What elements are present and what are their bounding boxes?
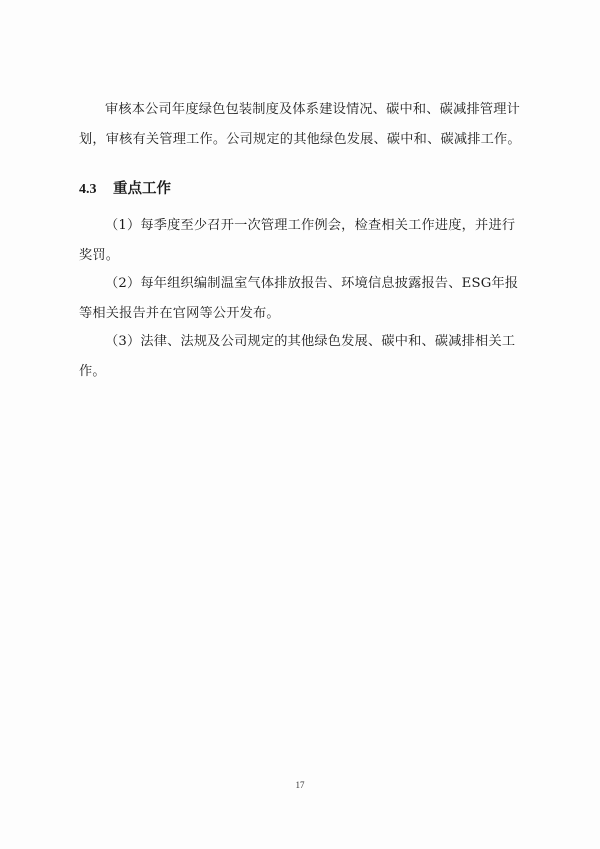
section-number: 4.3 (79, 182, 97, 197)
list-item: （1）每季度至少召开一次管理工作例会，检查相关工作进度，并进行奖罚。 (79, 218, 516, 263)
list-item: （2）每年组织编制温室气体排放报告、环境信息披露报告、ESG年报等相关报告并在官网等公开发布。 (79, 276, 519, 321)
section-title: 重点工作 (113, 180, 171, 197)
intro-paragraph: 审核本公司年度绿色包装制度及体系建设情况、碳中和、碳减排管理计划，审核有关管理工作。公司规定的其他绿色发展、碳中和、碳减排工作。 (79, 102, 521, 147)
section-heading (79, 179, 171, 200)
list-item: （3）法律、法规及公司规定的其他绿色发展、碳中和、碳减排相关工作。 (79, 334, 516, 379)
page-number: 17 (295, 780, 305, 790)
